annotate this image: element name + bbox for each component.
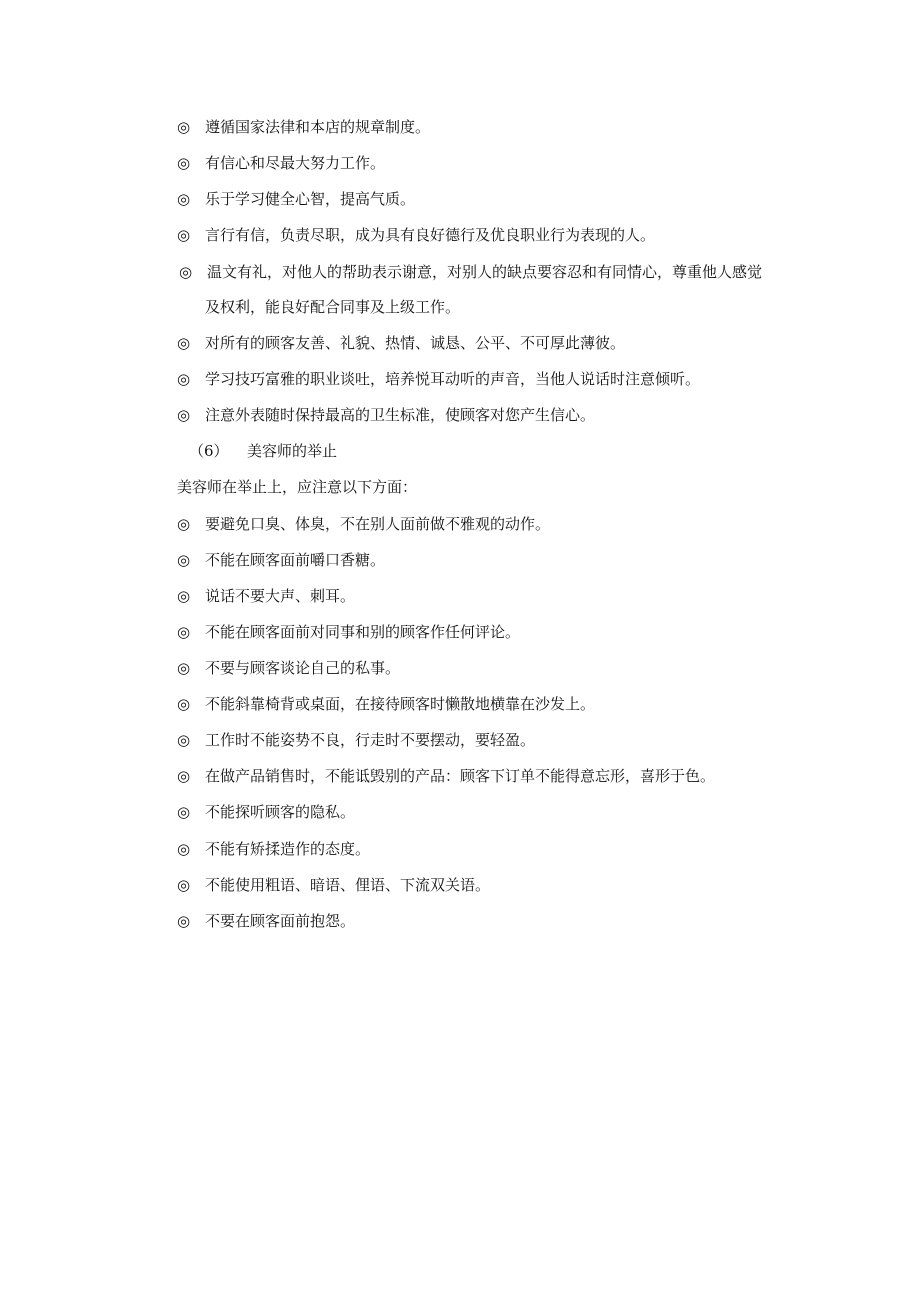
bullet-icon: ◎ [177,154,191,172]
list-item-text: 不要在顾客面前抱怨。 [205,912,356,930]
list-item [177,766,715,786]
list-item-text: 不能在顾客面前嚼口香糖。 [205,551,386,569]
bullet-icon: ◎ [177,406,191,424]
list-item-text: 不能探听顾客的隐私。 [205,803,356,821]
list-item [177,117,430,137]
list-item [177,153,385,173]
section-heading [177,441,337,461]
list-item-text: 不能在顾客面前对同事和别的顾客作任何评论。 [205,623,521,641]
list-item [177,622,520,642]
bullet-icon: ◎ [177,623,191,641]
bullet-icon: ◎ [177,731,191,749]
list-item [177,730,535,750]
list-item-continuation: 及权利，能良好配合同事及上级工作。 [205,298,461,316]
list-item-text: 要避免口臭、体臭，不在别人面前做不雅观的动作。 [205,515,551,533]
list-item [179,262,762,282]
bullet-icon: ◎ [177,803,191,821]
list-item [177,405,595,425]
list-item-text: 说话不要大声、刺耳。 [205,587,356,605]
section-title: 美容师的举止 [247,442,338,460]
list-item [177,694,595,714]
list-item-text: 注意外表随时保持最高的卫生标准，使顾客对您产生信心。 [205,406,596,424]
list-item-text: 言行有信，负责尽职，成为具有良好德行及优良职业行为表现的人。 [205,226,656,244]
list-item-text: 不能使用粗语、暗语、俚语、下流双关语。 [205,876,491,894]
list-item-text: 不能斜靠椅背或桌面，在接待顾客时懒散地横靠在沙发上。 [205,695,596,713]
list-item [177,802,355,822]
bullet-icon: ◎ [177,587,191,605]
list-item-text: 乐于学习健全心智，提高气质。 [205,190,416,208]
list-item-text: 在做产品销售时，不能诋毁别的产品：顾客下订单不能得意忘形，喜形于色。 [205,767,716,785]
list-item [177,514,550,534]
list-item-text: 有信心和尽最大努力工作。 [205,154,386,172]
bullet-icon: ◎ [177,226,191,244]
bullet-icon: ◎ [177,118,191,136]
bullet-icon: ◎ [177,876,191,894]
bullet-icon: ◎ [177,515,191,533]
bullet-icon: ◎ [177,695,191,713]
bullet-icon: ◎ [177,370,191,388]
list-item [177,333,625,353]
list-item [177,369,700,389]
list-item-text: 学习技巧富雅的职业谈吐，培养悦耳动听的声音，当他人说话时注意倾听。 [205,370,701,388]
list-item [177,875,490,895]
bullet-icon: ◎ [177,551,191,569]
bullet-icon: ◎ [177,767,191,785]
list-item [177,911,355,931]
list-item-text: 不要与顾客谈论自己的私事。 [205,659,401,677]
list-item [177,839,370,859]
list-item-text: 对所有的顾客友善、礼貌、热情、诚恳、公平、不可厚此薄彼。 [205,334,626,352]
list-item [177,225,655,245]
bullet-icon: ◎ [179,263,193,281]
bullet-icon: ◎ [177,840,191,858]
list-item [177,550,385,570]
section-number: （6） [189,442,229,460]
list-item [177,189,415,209]
list-item-text: 不能有矫揉造作的态度。 [205,840,371,858]
bullet-icon: ◎ [177,190,191,208]
bullet-icon: ◎ [177,659,191,677]
bullet-icon: ◎ [177,334,191,352]
list-item-text: 温文有礼，对他人的帮助表示谢意，对别人的缺点要容忍和有同情心，尊重他人感觉 [207,263,763,281]
bullet-icon: ◎ [177,912,191,930]
list-item [177,658,400,678]
list-item [177,586,355,606]
intro-paragraph: 美容师在举止上，应注意以下方面： [177,478,418,496]
list-item-text: 工作时不能姿势不良，行走时不要摆动，要轻盈。 [205,731,536,749]
list-item-text: 遵循国家法律和本店的规章制度。 [205,118,431,136]
